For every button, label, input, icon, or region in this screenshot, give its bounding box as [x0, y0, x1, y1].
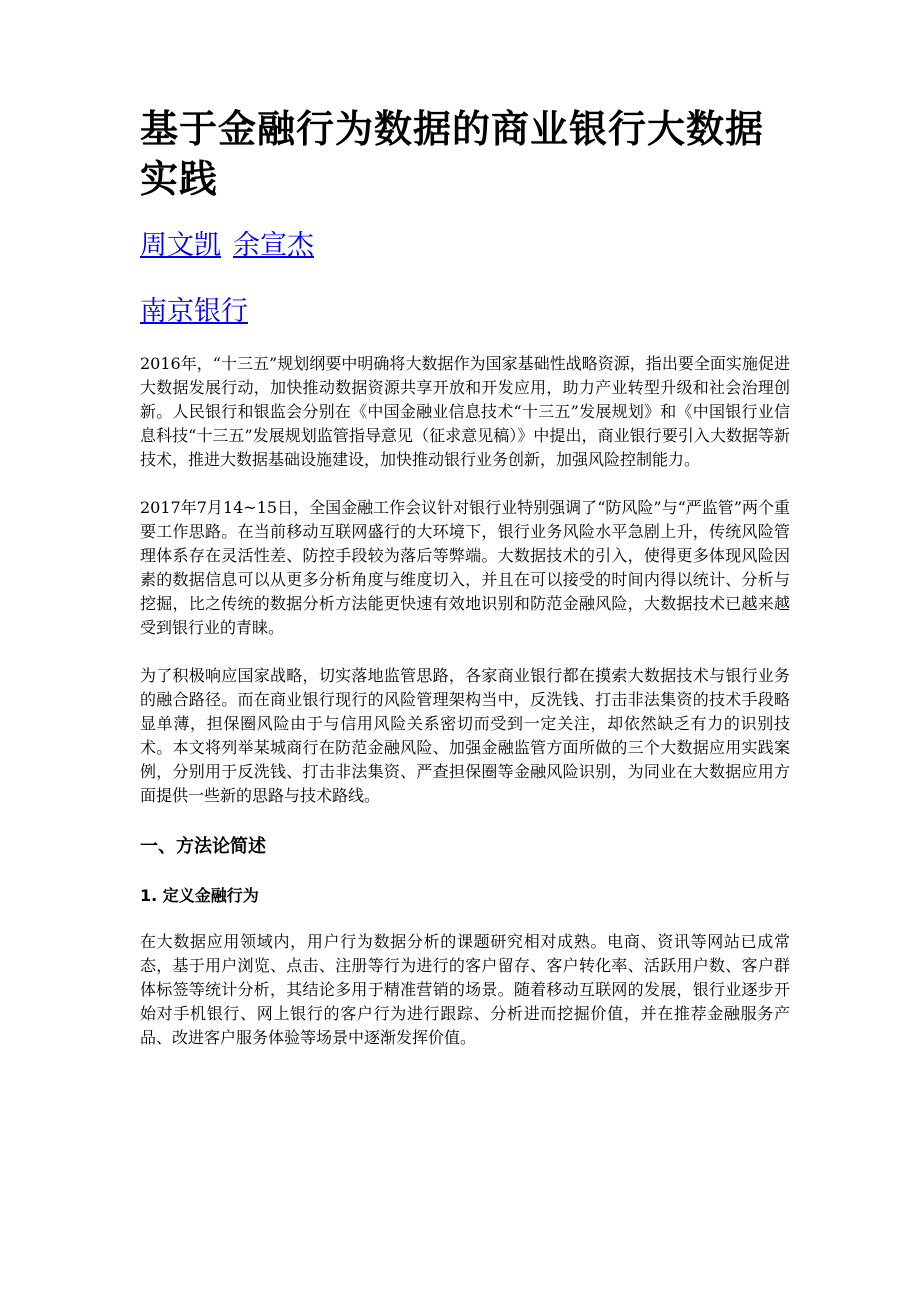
body-paragraph: 在大数据应用领域内，用户行为数据分析的课题研究相对成熟。电商、资讯等网站已成常态，基于用户浏览、点击、注册等行为进行的客户留存、客户转化率、活跃用户数、客户群体标签等统计分析，其结论多用于精准营销的场景。随着移动互联网的发展，银行业逐步开始对手机银行、网上银行的客户行为进行跟踪、分析进而挖掘价值，并在推荐金融服务产品、改进客户服务体验等场景中逐渐发挥价值。 [140, 932, 790, 1047]
author-link[interactable]: 周文凯 [140, 230, 221, 261]
author-link[interactable]: 余宣杰 [233, 230, 314, 261]
page-title: 基于金融行为数据的商业银行大数据实践 [140, 106, 765, 201]
subsection-heading: 1. 定义金融行为 [140, 886, 259, 905]
affiliation [140, 294, 790, 330]
body-paragraph: 2016年，“十三五”规划纲要中明确将大数据作为国家基础性战略资源，指出要全面实施促进大数据发展行动，加快推动数据资源共享开放和开发应用，助力产业转型升级和社会治理创新。人民银行和银监会分别在《中国金融业信息技术“十三五”发展规划》和《中国银行业信息科技“十三五”发展规划监管指导意见（征求意见稿）》中提出，商业银行要引入大数据等新技术，推进大数据基础设施建设，加快推动银行业务创新，加强风险控制能力。 [140, 354, 790, 469]
affiliation-link[interactable]: 南京银行 [140, 296, 248, 327]
body-paragraph: 2017年7月14~15日，全国金融工作会议针对银行业特别强调了“防风险”与“严监管”两个重要工作思路。在当前移动互联网盛行的大环境下，银行业务风险水平急剧上升，传统风险管理体系存在灵活性差、防控手段较为落后等弊端。大数据技术的引入，使得更多体现风险因素的数据信息可以从更多分析角度与维度切入，并且在可以接受的时间内得以统计、分析与挖掘，比之传统的数据分析方法能更快速有效地识别和防范金融风险，大数据技术已越来越受到银行业的青睐。 [140, 498, 790, 637]
body-paragraph: 为了积极响应国家战略，切实落地监管思路，各家商业银行都在摸索大数据技术与银行业务的融合路径。而在商业银行现行的风险管理架构当中，反洗钱、打击非法集资的技术手段略显单薄，担保圈风险由于与信用风险关系密切而受到一定关注，却依然缺乏有力的识别技术。本文将列举某城商行在防范金融风险、加强金融监管方面所做的三个大数据应用实践案例，分别用于反洗钱、打击非法集资、严查担保圈等金融风险识别，为同业在大数据应用方面提供一些新的思路与技术路线。 [140, 666, 790, 805]
author-list [140, 228, 790, 264]
section-heading: 一、方法论简述 [140, 836, 266, 857]
document-page [140, 104, 790, 1074]
